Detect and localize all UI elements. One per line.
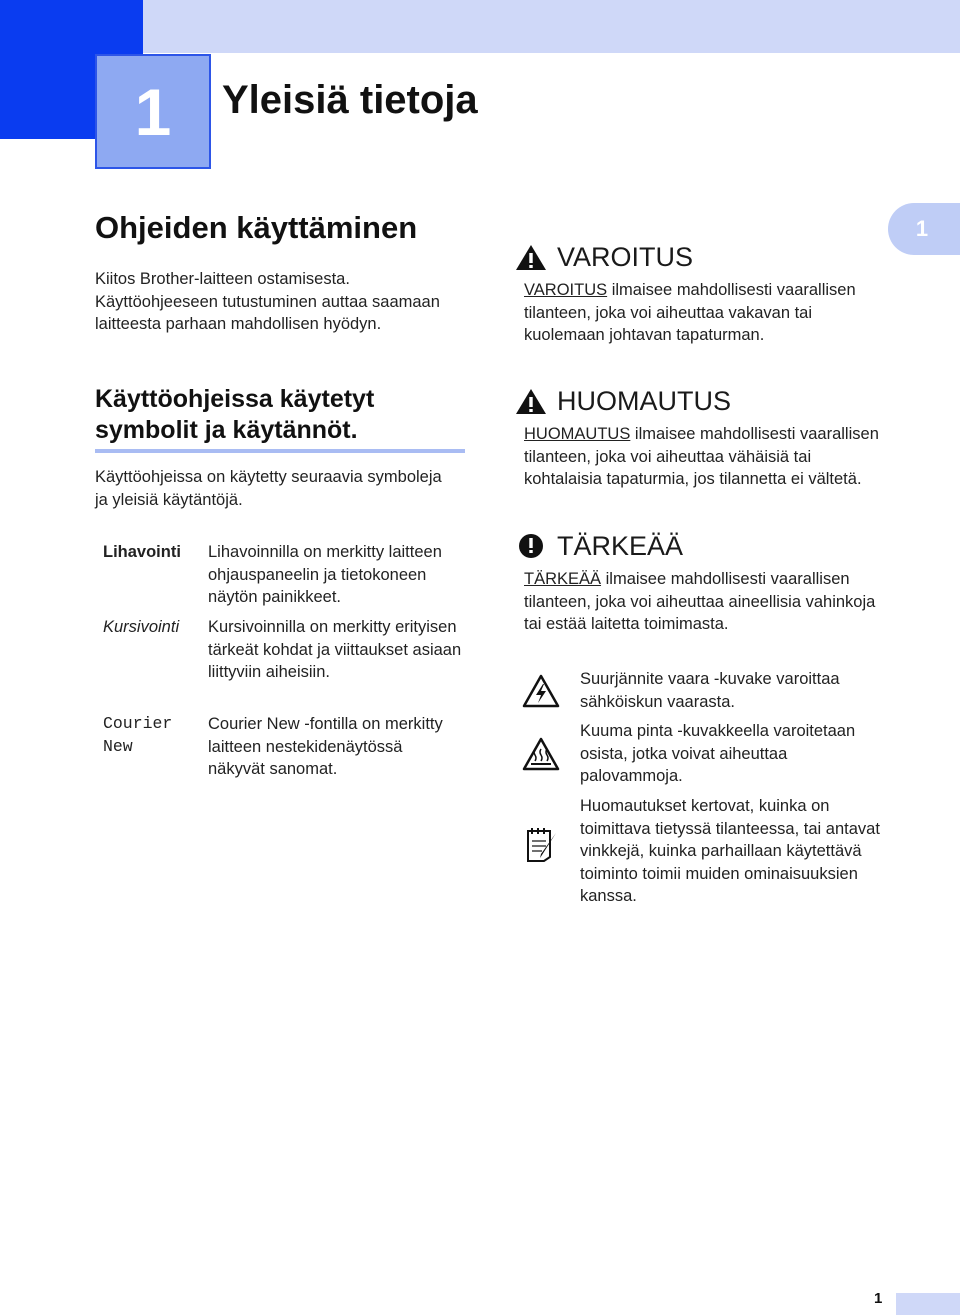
footer-band xyxy=(896,1293,960,1315)
notice-warning xyxy=(515,239,885,347)
convention-desc: Courier New -fontilla on merkitty laitteen nestekidenäytössä näkyvät sanomat. xyxy=(208,715,443,778)
notice-text: ilmaisee mahdollisesti vaarallisen tilanteen, joka voi aiheuttaa aineellisia vahinkoja tai estää laitetta toimimasta. xyxy=(524,570,876,633)
note-icon xyxy=(522,825,560,863)
icon-note-text: Kuuma pinta -kuvakkeella varoitetaan osista, jotka voivat aiheuttaa palovammoja. xyxy=(580,722,856,785)
icon-note-hot-surface xyxy=(522,720,882,788)
electrical-hazard-icon xyxy=(522,674,560,708)
chapter-number: 1 xyxy=(95,54,211,169)
chapter-title: Yleisiä tietoja xyxy=(222,78,478,122)
convention-italic xyxy=(103,616,463,684)
caution-triangle-icon xyxy=(515,387,547,415)
notice-label: HUOMAUTUS xyxy=(557,385,731,416)
notice-text: ilmaisee mahdollisesti vaarallisen tilanteen, joka voi aiheuttaa vähäisiä tai kohtalaisia tapaturmia, jos tilannetta ei vältetä. xyxy=(524,425,879,488)
convention-courier xyxy=(103,713,463,781)
notice-label: VAROITUS xyxy=(557,241,694,272)
notice-caution xyxy=(515,383,885,491)
convention-desc: Kursivoinnilla on merkitty erityisen tärkeät kohdat ja viittaukset asiaan liittyviin aiheisiin. xyxy=(208,618,462,681)
icon-note-text: Suurjännite vaara -kuvake varoittaa sähköiskun vaarasta. xyxy=(580,670,840,711)
icon-note-note xyxy=(522,795,882,908)
subsection-title: Käyttöohjeissa käytetyt symbolit ja käytännöt. xyxy=(95,385,375,444)
notice-keyword: HUOMAUTUS xyxy=(524,425,631,443)
convention-term: Lihavointi xyxy=(103,543,181,561)
page-number: 1 xyxy=(874,1290,883,1307)
convention-term: Courier New xyxy=(103,714,173,756)
subsection-rule xyxy=(95,449,465,453)
subsection-intro: Käyttöohjeissa on käytetty seuraavia symboleja ja yleisiä käytäntöjä. xyxy=(95,468,442,509)
convention-bold xyxy=(103,541,463,609)
convention-term: Kursivointi xyxy=(103,618,180,636)
hot-surface-icon xyxy=(522,737,560,771)
section-intro: Kiitos Brother-laitteen ostamisesta. Käyttöohjeeseen tutustuminen auttaa saamaan laitteesta parhaan mahdollisen hyödyn. xyxy=(95,270,440,333)
section-title: Ohjeiden käyttäminen xyxy=(95,210,418,245)
warning-triangle-icon xyxy=(515,243,547,271)
notice-label: TÄRKEÄÄ xyxy=(557,530,684,561)
chapter-side-tab: 1 xyxy=(888,203,960,255)
important-circle-icon xyxy=(515,532,547,560)
notice-keyword: TÄRKEÄÄ xyxy=(524,570,602,588)
notice-keyword: VAROITUS xyxy=(524,281,608,299)
header-band xyxy=(143,0,960,53)
notice-important xyxy=(515,528,885,636)
notice-text: ilmaisee mahdollisesti vaarallisen tilanteen, joka voi aiheuttaa vakavan tai kuolemaan johtavan tapaturman. xyxy=(524,281,856,344)
icon-note-text: Huomautukset kertovat, kuinka on toimittava tietyssä tilanteessa, tai antavat vinkkejä, kuinka parhaillaan käytettävä toiminto toimii muiden ominaisuuksien kanssa. xyxy=(580,797,880,905)
convention-desc: Lihavoinnilla on merkitty laitteen ohjauspaneelin ja tietokoneen näytön painikkeet. xyxy=(208,543,442,606)
icon-note-electrical xyxy=(522,668,882,713)
